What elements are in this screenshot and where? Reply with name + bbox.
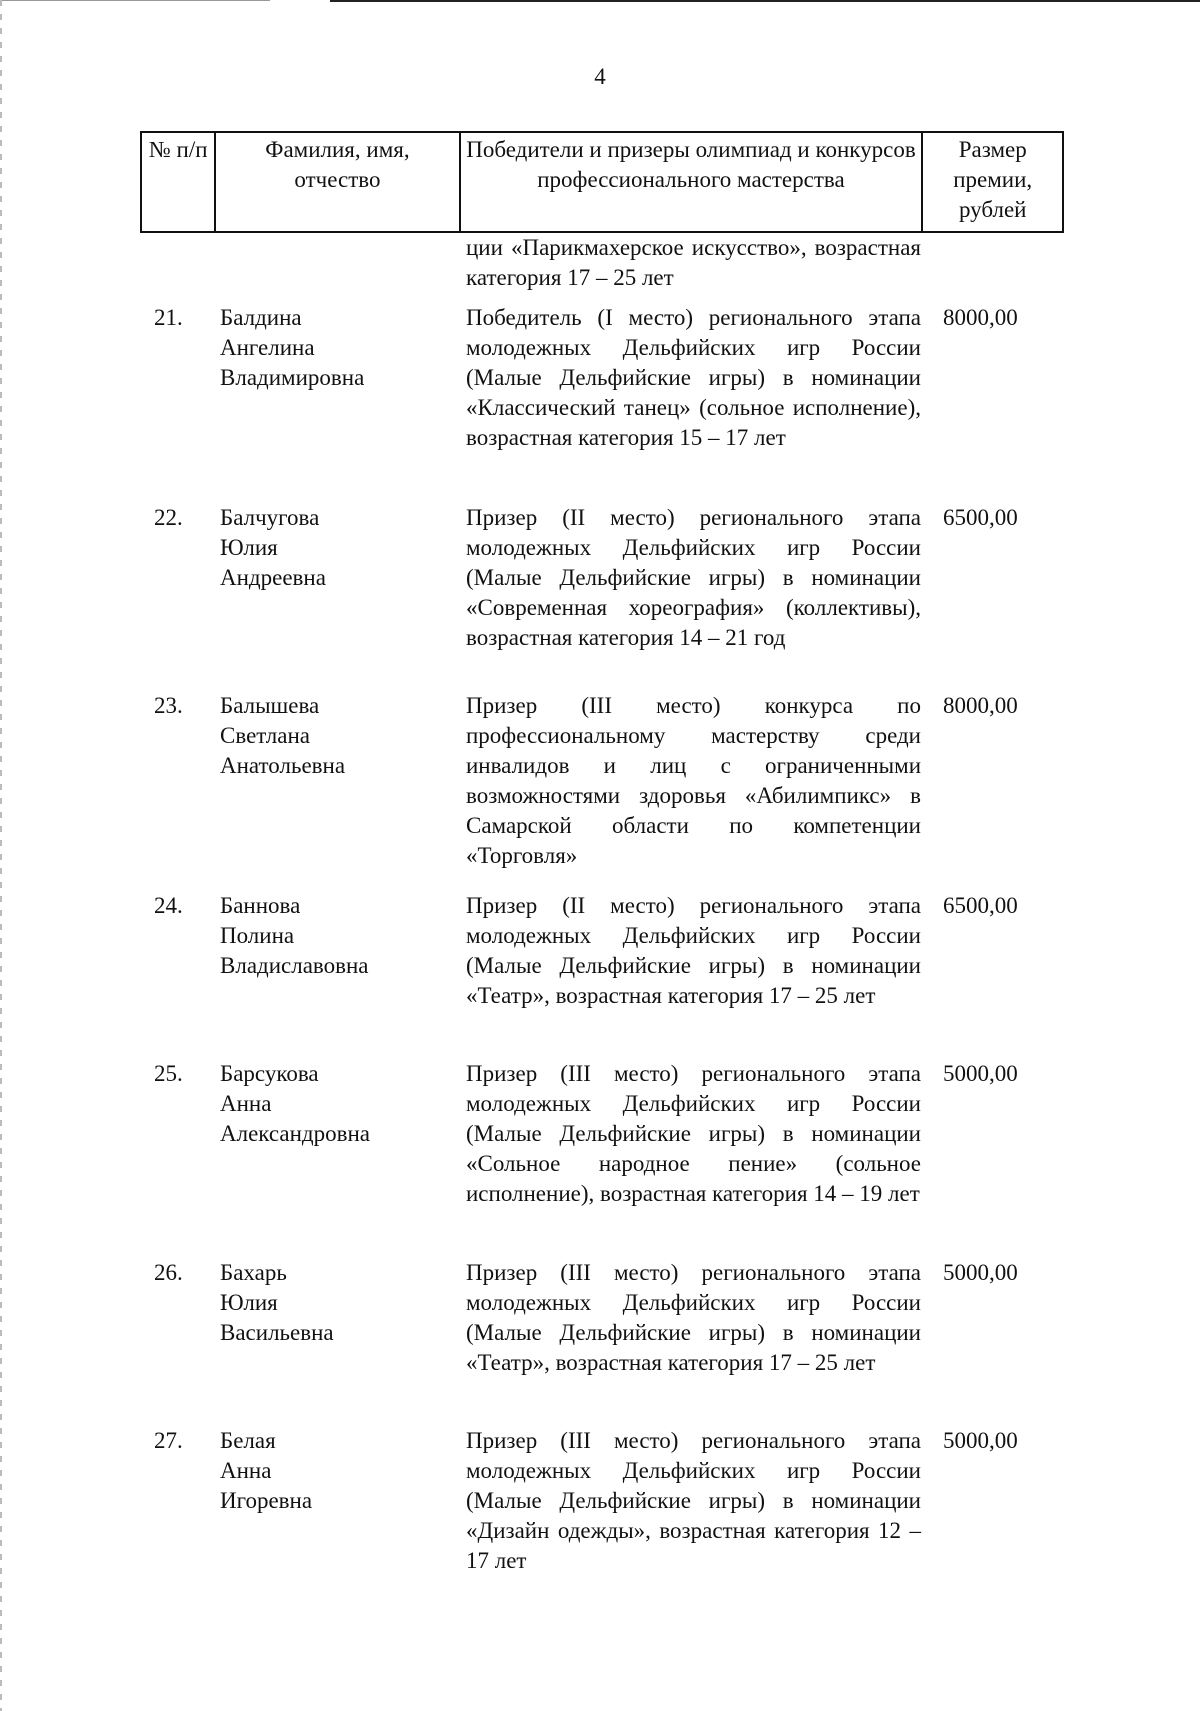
scan-edge <box>0 0 2 1711</box>
first-name: Юлия <box>220 535 278 560</box>
middle-name: Владиславовна <box>220 953 369 978</box>
row-amount: 6500,00 <box>943 893 1018 918</box>
header-name: Фамилия, имя, отчество <box>215 132 459 232</box>
first-name: Юлия <box>220 1290 278 1315</box>
first-name: Анна <box>220 1458 272 1483</box>
row-num: 23. <box>154 693 183 718</box>
row-num: 25. <box>154 1061 183 1086</box>
row-name <box>220 303 450 393</box>
row-desc: Призер (III место) регионального этапа молодежных Дельфийских игр России (Малые Дельфийские игры) в номинации «Сольное народное пение» (сольное исполнение), возрастная категория 14 – 19 лет <box>466 1061 921 1206</box>
row-num: 24. <box>154 893 183 918</box>
last-name: Белая <box>220 1428 276 1453</box>
row-amount: 8000,00 <box>943 305 1018 330</box>
header-num: № п/п <box>141 132 215 232</box>
row-num: 22. <box>154 505 183 530</box>
first-name: Полина <box>220 923 295 948</box>
last-name: Балышева <box>220 693 320 718</box>
row-desc: Призер (II место) регионального этапа молодежных Дельфийских игр России (Малые Дельфийские игры) в номинации «Современная хореография» (коллективы), возрастная категория 14 – 21 год <box>466 505 921 650</box>
middle-name: Александровна <box>220 1121 370 1146</box>
row-desc: Призер (III место) регионального этапа молодежных Дельфийских игр России (Малые Дельфийские игры) в номинации «Театр», возрастная категория 17 – 25 лет <box>466 1260 921 1375</box>
row-amount: 8000,00 <box>943 693 1018 718</box>
last-name: Балчугова <box>220 505 320 530</box>
row-name <box>220 1059 450 1149</box>
row-name <box>220 1426 450 1516</box>
row-amount: 5000,00 <box>943 1260 1018 1285</box>
top-rule <box>330 0 1200 2</box>
row-name <box>220 1258 450 1348</box>
last-name: Барсукова <box>220 1061 319 1086</box>
header-desc: Победители и призеры олимпиад и конкурсов профессионального мастерства <box>460 132 923 232</box>
middle-name: Владимировна <box>220 365 365 390</box>
row-name <box>220 691 450 781</box>
row-amount: 5000,00 <box>943 1428 1018 1453</box>
last-name: Балдина <box>220 305 302 330</box>
middle-name: Васильевна <box>220 1320 334 1345</box>
last-name: Баннова <box>220 893 301 918</box>
row-desc: Победитель (I место) регионального этапа молодежных Дельфийских игр России (Малые Дельфийские игры) в номинации «Классический танец» (сольное исполнение), возрастная категория 15 – 17 лет <box>466 305 921 450</box>
first-name: Анна <box>220 1091 272 1116</box>
header-amount: Размер премии, рублей <box>922 132 1063 232</box>
row-amount: 5000,00 <box>943 1061 1018 1086</box>
middle-name: Анатольевна <box>220 753 346 778</box>
row-num: 21. <box>154 305 183 330</box>
row-desc: Призер (III место) регионального этапа молодежных Дельфийских игр России (Малые Дельфийские игры) в номинации «Дизайн одежды», возрастная категория 12 – 17 лет <box>466 1428 921 1573</box>
page-number: 4 <box>594 64 606 89</box>
first-name: Светлана <box>220 723 310 748</box>
row-desc: Призер (III место) конкурса по профессиональному мастерству среди инвалидов и лиц с ограниченными возможностями здоровья «Абилимпикс» в Самарской области по компетенции «Торговля» <box>466 693 921 868</box>
top-rule-left <box>0 0 270 1</box>
row-num: 26. <box>154 1260 183 1285</box>
row-amount: 6500,00 <box>943 505 1018 530</box>
table-header <box>140 131 1064 233</box>
row-num: 27. <box>154 1428 183 1453</box>
row-name <box>220 503 450 593</box>
first-name: Ангелина <box>220 335 315 360</box>
continuation-text: ции «Парикмахерское искусство», возрастная категория 17 – 25 лет <box>466 235 921 290</box>
middle-name: Игоревна <box>220 1488 313 1513</box>
row-name <box>220 891 450 981</box>
middle-name: Андреевна <box>220 565 326 590</box>
row-desc: Призер (II место) регионального этапа молодежных Дельфийских игр России (Малые Дельфийские игры) в номинации «Театр», возрастная категория 17 – 25 лет <box>466 893 921 1008</box>
last-name: Бахарь <box>220 1260 287 1285</box>
